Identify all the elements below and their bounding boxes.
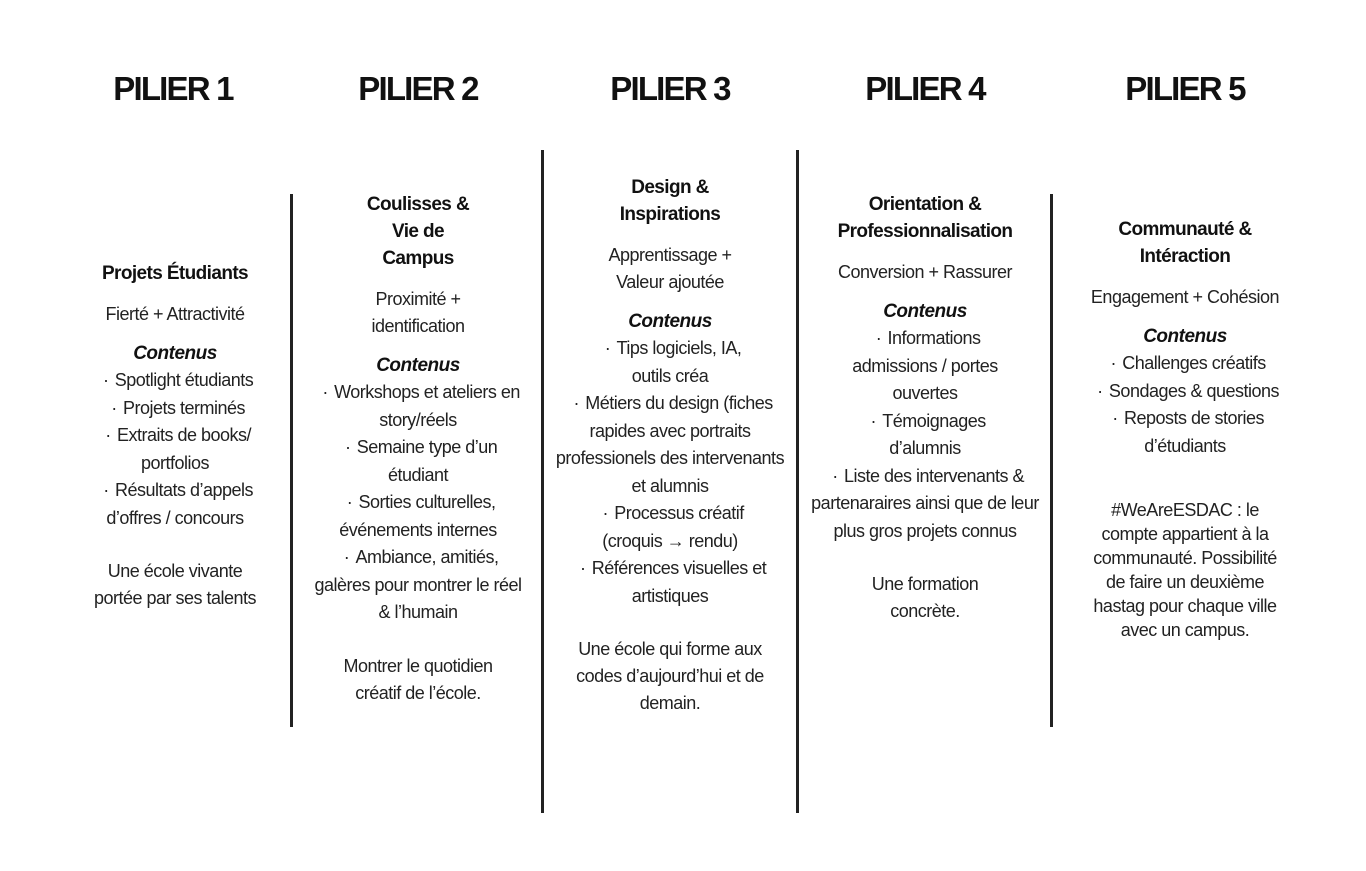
- pillar-1-title: PILIER 1: [113, 70, 233, 107]
- pillar-3-heading: Design & Inspirations: [619, 177, 721, 225]
- pillar-5-note: #WeAreESDAC : le compte appartient à la communauté. Possibilité de faire un deuxième hastag pour chaque ville avec un campus.: [1093, 500, 1277, 640]
- pillar-2-note: Montrer le quotidien créatif de l’école.: [343, 655, 493, 703]
- bullet-icon: ·: [832, 465, 838, 486]
- pillar-1-column: [60, 260, 290, 612]
- pillar-1-heading: Projets Étudiants: [101, 263, 249, 284]
- pillar-3-items: [555, 335, 785, 610]
- pillar-4-subtitle: Conversion + Rassurer: [837, 262, 1013, 282]
- pillar-5-title: PILIER 5: [1125, 70, 1245, 107]
- list-item: · Sorties culturelles, événements internes: [303, 489, 533, 544]
- divider-4-5: [1050, 194, 1053, 727]
- list-item: · Tips logiciels, IA, outils créa: [555, 335, 785, 390]
- pillar-2-items: [303, 379, 533, 627]
- bullet-icon: ·: [102, 370, 109, 390]
- list-item: · Ambiance, amitiés, galères pour montrer le réel & l’humain: [303, 544, 533, 627]
- divider-3-4: [796, 150, 799, 813]
- bullet-icon: ·: [1097, 380, 1103, 401]
- list-item: · Témoignages d’alumnis: [810, 408, 1040, 463]
- pillar-4-contenus-label: Contenus: [883, 301, 967, 322]
- pillar-2-subtitle: Proximité + identification: [371, 289, 465, 336]
- pillar-5-contenus-label: Contenus: [1143, 326, 1227, 347]
- list-item: · Semaine type d’un étudiant: [303, 434, 533, 489]
- pillar-1-subtitle: Fierté + Attractivité: [105, 304, 245, 324]
- bullet-icon: ·: [870, 410, 876, 431]
- pillar-1-note: Une école vivante portée par ses talents: [93, 561, 257, 608]
- pillar-3-subtitle: Apprentissage + Valeur ajoutée: [608, 245, 732, 292]
- list-item: · Métiers du design (fiches rapides avec portraits professionels des intervenants et alumnis: [555, 390, 785, 500]
- list-item: · Workshops et ateliers en story/réels: [303, 379, 533, 434]
- bullet-icon: ·: [602, 503, 608, 523]
- bullet-icon: ·: [1112, 408, 1118, 428]
- bullet-icon: ·: [604, 338, 611, 358]
- pillar-3-note: Une école qui forme aux codes d’aujourd’hui et de demain.: [576, 639, 764, 713]
- pillar-1-items: [60, 367, 290, 532]
- list-item: · Liste des intervenants & partenaraires ainsi que de leur plus gros projets connus: [810, 463, 1040, 546]
- bullet-icon: ·: [103, 480, 109, 500]
- list-item: · Résultats d’appels d’offres / concours: [60, 477, 290, 532]
- list-item: · Projets terminés: [60, 395, 290, 423]
- pillar-1-contenus-label: Contenus: [133, 343, 217, 364]
- pillar-5-heading: Communauté & Intéraction: [1118, 219, 1252, 267]
- bullet-icon: ·: [573, 393, 579, 413]
- list-item: · Challenges créatifs: [1070, 350, 1300, 378]
- pillar-3-column: [555, 174, 785, 717]
- bullet-icon: ·: [343, 547, 350, 567]
- pillar-2-column: [303, 191, 533, 707]
- list-item: · Références visuelles et artistiques: [555, 555, 785, 610]
- pillar-4-note: Une formation concrète.: [871, 574, 979, 621]
- pillar-5-items: [1070, 350, 1300, 460]
- divider-2-3: [541, 150, 544, 813]
- bullet-icon: ·: [344, 437, 351, 457]
- pillar-3-title: PILIER 3: [610, 70, 730, 107]
- pillar-5-column: [1070, 216, 1300, 642]
- pillar-5-subtitle: Engagement + Cohésion: [1090, 287, 1280, 307]
- bullet-icon: ·: [111, 397, 117, 418]
- list-item: · Extraits de books/ portfolios: [60, 422, 290, 477]
- divider-1-2: [290, 194, 293, 727]
- bullet-icon: ·: [875, 328, 882, 348]
- pillar-4-column: [810, 191, 1040, 625]
- pillar-3-contenus-label: Contenus: [628, 311, 712, 332]
- list-item: · Reposts de stories d’étudiants: [1070, 405, 1300, 460]
- bullet-icon: ·: [346, 492, 353, 512]
- bullet-icon: ·: [579, 558, 586, 578]
- bullet-icon: ·: [105, 425, 111, 445]
- pillar-2-title: PILIER 2: [358, 70, 478, 107]
- bullet-icon: ·: [322, 382, 328, 402]
- list-item: · Sondages & questions: [1070, 378, 1300, 406]
- bullet-icon: ·: [1110, 353, 1116, 373]
- pillar-4-title: PILIER 4: [865, 70, 985, 107]
- pillar-2-heading: Coulisses & Vie de Campus: [366, 194, 470, 269]
- list-item: · Informations admissions / portes ouvertes: [810, 325, 1040, 408]
- pillar-2-contenus-label: Contenus: [376, 355, 460, 376]
- pillar-4-heading: Orientation & Professionnalisation: [837, 194, 1013, 242]
- list-item: · Processus créatif (croquis → rendu): [555, 500, 785, 555]
- pillar-4-items: [810, 325, 1040, 545]
- list-item: · Spotlight étudiants: [60, 367, 290, 395]
